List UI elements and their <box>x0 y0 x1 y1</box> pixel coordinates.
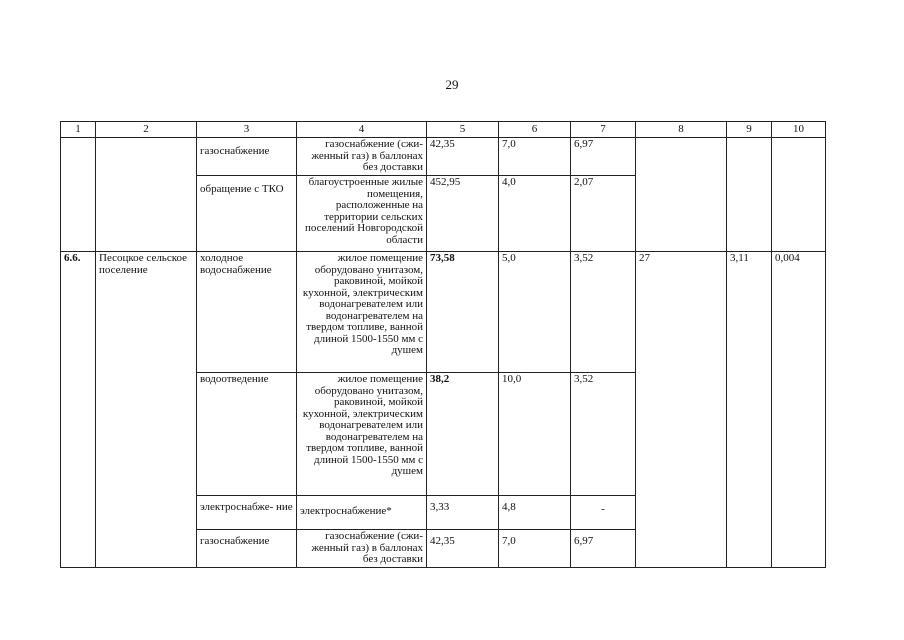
value-8-cell <box>636 138 727 252</box>
service-cell: электроснабже- ние <box>197 496 297 530</box>
header-cell: 9 <box>727 122 772 138</box>
table-row <box>61 138 826 176</box>
value-7-cell: 3,52 <box>571 252 636 373</box>
header-cell: 4 <box>297 122 427 138</box>
value-10-cell <box>772 138 826 252</box>
value-5-cell: 42,35 <box>427 138 499 176</box>
value-7-cell: 6,97 <box>571 138 636 176</box>
description-cell: электроснабжение* <box>297 496 427 530</box>
description-cell: жилое помещение оборудовано унитазом, раковиной, мойкой кухонной, электрическим водонагревателем или водонагревателем на твердом топливе, ванной длиной 1500-1550 мм с душем <box>297 252 427 373</box>
value-9-cell <box>727 138 772 252</box>
description-cell: газоснабжение (сжи- женный газ) в баллонах без доставки <box>297 138 427 176</box>
header-cell: 5 <box>427 122 499 138</box>
service-cell: газоснабжение <box>197 530 297 568</box>
header-cell: 10 <box>772 122 826 138</box>
settlement-cell: Песоцкое сельское поселение <box>96 252 197 568</box>
value-7-cell: - <box>571 496 636 530</box>
header-cell: 1 <box>61 122 96 138</box>
header-cell: 7 <box>571 122 636 138</box>
value-6-cell: 4,0 <box>499 176 571 252</box>
value-8-cell: 27 <box>636 252 727 568</box>
header-cell: 6 <box>499 122 571 138</box>
value-5-cell: 42,35 <box>427 530 499 568</box>
value-7-cell: 6,97 <box>571 530 636 568</box>
value-5-cell: 73,58 <box>427 252 499 373</box>
value-5-cell: 38,2 <box>427 373 499 496</box>
service-cell: холодное водоснабжение <box>197 252 297 373</box>
value-10-cell: 0,004 <box>772 252 826 568</box>
value-5-cell: 3,33 <box>427 496 499 530</box>
value-6-cell: 7,0 <box>499 138 571 176</box>
value-6-cell: 7,0 <box>499 530 571 568</box>
tariff-table <box>60 121 826 568</box>
row-number-cell: 6.6. <box>61 252 96 568</box>
description-cell: газоснабжение (сжи- женный газ) в баллонах без доставки <box>297 530 427 568</box>
page-number: 29 <box>445 77 459 92</box>
header-cell: 8 <box>636 122 727 138</box>
description-cell: благоустроенные жилые помещения, расположенные на территории сельских поселений Новгородской области <box>297 176 427 252</box>
value-7-cell: 2,07 <box>571 176 636 252</box>
service-cell: водоотведение <box>197 373 297 496</box>
table-row <box>61 252 826 373</box>
header-cell: 2 <box>96 122 197 138</box>
value-5-cell: 452,95 <box>427 176 499 252</box>
value-6-cell: 5,0 <box>499 252 571 373</box>
settlement-cell <box>96 138 197 252</box>
row-number-cell <box>61 138 96 252</box>
description-cell: жилое помещение оборудовано унитазом, раковиной, мойкой кухонной, электрическим водонагревателем или водонагревателем на твердом топливе, ванной длиной 1500-1550 мм с душем <box>297 373 427 496</box>
value-6-cell: 10,0 <box>499 373 571 496</box>
header-row <box>61 122 826 138</box>
value-6-cell: 4,8 <box>499 496 571 530</box>
service-cell: газоснабжение <box>197 138 297 176</box>
value-9-cell: 3,11 <box>727 252 772 568</box>
value-7-cell: 3,52 <box>571 373 636 496</box>
header-cell: 3 <box>197 122 297 138</box>
service-cell: обращение с ТКО <box>197 176 297 252</box>
